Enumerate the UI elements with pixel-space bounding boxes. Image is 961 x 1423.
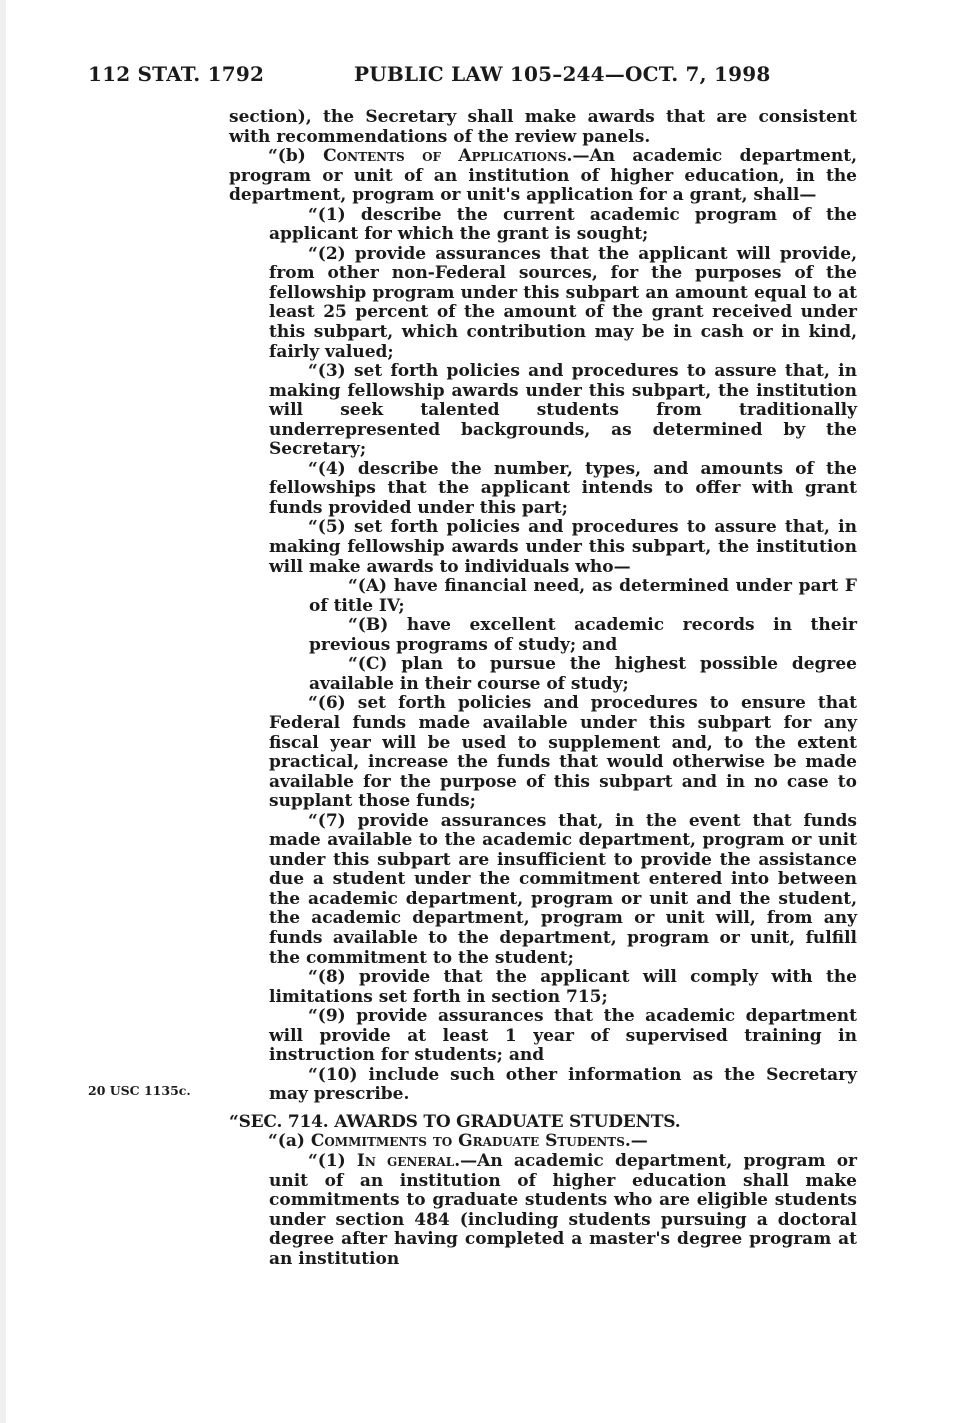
paragraph [229,1152,857,1269]
paragraph [229,206,857,245]
paragraph [229,655,857,694]
paragraph [229,577,857,616]
page-header [88,62,868,88]
paragraph-text: “(C) plan to pursue the highest possible degree available in their course of study; [309,654,857,694]
paragraph-text: “(6) set forth policies and procedures to ensure that Federal funds made available under this subpart for any fiscal year will be used to supplement and, to the extent practical, increase the funds that would otherwise be made available for the purpose of this subpart and in no case to supplant those funds; [269,693,857,812]
document-body [229,108,857,1269]
paragraph-text: “(1) describe the current academic program of the applicant for which the grant is sought; [269,204,857,245]
paragraph [229,460,857,519]
paragraph-text: “(5) set forth policies and procedures to assure that, in making fellowship awards under this subpart, the institution will make awards to individuals who— [269,517,857,577]
paragraph [229,616,857,655]
paragraph-prefix: “(b) [268,146,324,167]
paragraph-text: “(9) provide assurances that the academic department will provide at least 1 year of supervised training in instruction for students; and [269,1006,857,1066]
paragraph-text: “(A) have financial need, as determined under part F of title IV; [309,576,857,616]
paragraph-text: “(8) provide that the applicant will comply with the limitations set forth in section 715; [269,967,857,1007]
paragraph [229,1066,857,1105]
paragraph [229,812,857,968]
margin-usc-citation: 20 USC 1135c. [88,1083,191,1098]
paragraph [229,1007,857,1066]
paragraph-text: “(3) set forth policies and procedures to assure that, in making fellowship awards under this subpart, the institution will seek talented students from traditionally underrepresented backgrounds, as determined by the Secretary; [269,361,857,460]
paragraph-text: —An academic department, program or unit of an institution of higher education, in the department, program or unit's application for a grant, shall— [229,146,858,206]
paragraph-caption: Commitments to Graduate Students. [310,1131,631,1152]
paragraph-list [229,108,857,1105]
paragraph-text: —An academic department, program or unit of an institution of higher education shall make commitments to graduate students who are eligible students under section 484 (including students pursuing a doctoral degree after having completed a master's degree program at an institution [269,1150,857,1269]
paragraph [229,518,857,577]
paragraph-text: “(2) provide assurances that the applicant will provide, from other non-Federal sources, for the purposes of the fellowship program under this subpart an amount equal to at least 25 percent of the amount of the grant received under this subpart, which contribution may be in cash or in kind, fairly valued; [269,243,857,362]
paragraph [229,362,857,460]
paragraph-text: “(B) have excellent academic records in their previous programs of study; and [309,615,857,655]
paragraph-text: section), the Secretary shall make awards that are consistent with recommendations of the review panels. [229,107,857,147]
page-edge [0,0,6,1423]
paragraph-prefix: “(1) [308,1150,357,1171]
paragraph [229,1132,857,1152]
paragraph [229,108,857,147]
paragraph-text: “(7) provide assurances that, in the event that funds made available to the academic department, program or unit under this subpart are insufficient to provide the assistance due a student under the commitment entered into between the academic department, program or unit and the student, the academic department, program or unit will, from any funds available to the department, program or unit, fulfill the commitment to the student; [269,810,857,968]
paragraph-caption: Contents of Applications. [323,146,573,167]
paragraph-prefix: “(a) [268,1131,311,1152]
paragraph [229,968,857,1007]
section-paragraph-list [229,1132,857,1269]
section-heading: “SEC. 714. AWARDS TO GRADUATE STUDENTS. [229,1111,681,1132]
paragraph [229,245,857,362]
paragraph-text: “(4) describe the number, types, and amounts of the fellowships that the applicant intends to offer with grant funds provided under this part; [269,458,857,518]
paragraph [229,694,857,811]
public-law-title: PUBLIC LAW 105–244—OCT. 7, 1998 [354,62,771,86]
paragraph-text: — [630,1131,648,1152]
paragraph [229,147,857,206]
paragraph-text: “(10) include such other information as the Secretary may prescribe. [269,1064,857,1105]
paragraph-caption: In general. [356,1150,461,1171]
statute-citation: 112 STAT. 1792 [88,62,265,86]
